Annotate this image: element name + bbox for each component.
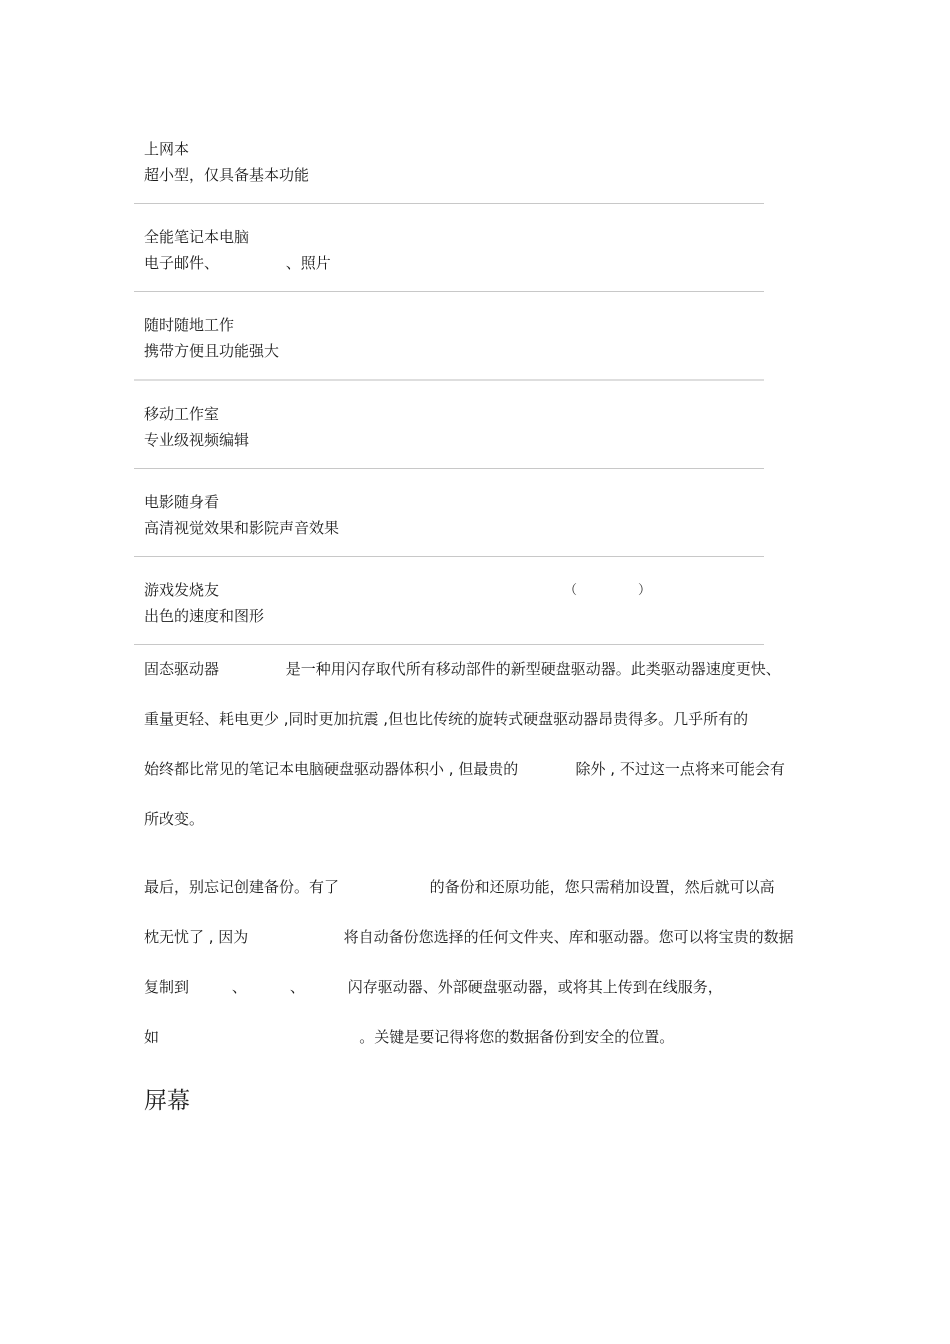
category-row-gaming [134,557,764,645]
category-description: 出色的速度和图形 [144,607,265,625]
paragraph-line: 始终都比常见的笔记本电脑硬盘驱动器体积小 , 但最贵的 除外 , 不过这一点将来可能会有 [144,760,785,778]
category-description: 专业级视频编辑 [144,431,250,449]
category-title: 电影随身看 [144,493,220,511]
paragraph-line: 枕无忧了 , 因为 将自动备份您选择的任何文件夹、库和驱动器。您可以将宝贵的数据 [144,928,794,946]
category-title: 移动工作室 [144,405,220,423]
category-title: 全能笔记本电脑 [144,228,250,246]
category-description: 高清视觉效果和影院声音效果 [144,519,340,537]
section-heading: 屏幕 [144,1088,190,1114]
paragraph-line: 所改变。 [144,810,205,828]
category-row-mobile-work [134,292,764,381]
paragraph-line: 复制到 、 、 闪存驱动器、外部硬盘驱动器，或将其上传到在线服务， [144,978,723,996]
laptop-category-list [134,116,764,645]
paragraph-line: 如 。关键是要记得将您的数据备份到安全的位置。 [144,1028,675,1046]
category-description: 电子邮件、 、照片 [144,254,331,272]
paragraph-line: 重量更轻、耗电更少 ,同时更加抗震 ,但也比传统的旋转式硬盘驱动器昂贵得多。几乎所有的 [144,710,749,728]
paren-open: （ [564,583,578,598]
category-row-all-in-one [134,204,764,292]
category-description: 超小型，仅具备基本功能 [144,166,310,184]
category-title: 随时随地工作 [144,316,235,334]
paragraph-line: 固态驱动器 是一种用闪存取代所有移动部件的新型硬盘驱动器。此类驱动器速度更快、 [144,660,781,678]
paragraph-line: 最后，别忘记创建备份。有了 的备份和还原功能，您只需稍加设置，然后就可以高 [144,878,775,896]
category-row-netbook [134,116,764,204]
category-row-movies [134,469,764,557]
paren-close: ） [638,583,652,598]
category-description: 携带方便且功能强大 [144,342,280,360]
category-title: 游戏发烧友 [144,581,220,599]
category-row-studio [134,381,764,469]
category-title: 上网本 [144,140,190,158]
